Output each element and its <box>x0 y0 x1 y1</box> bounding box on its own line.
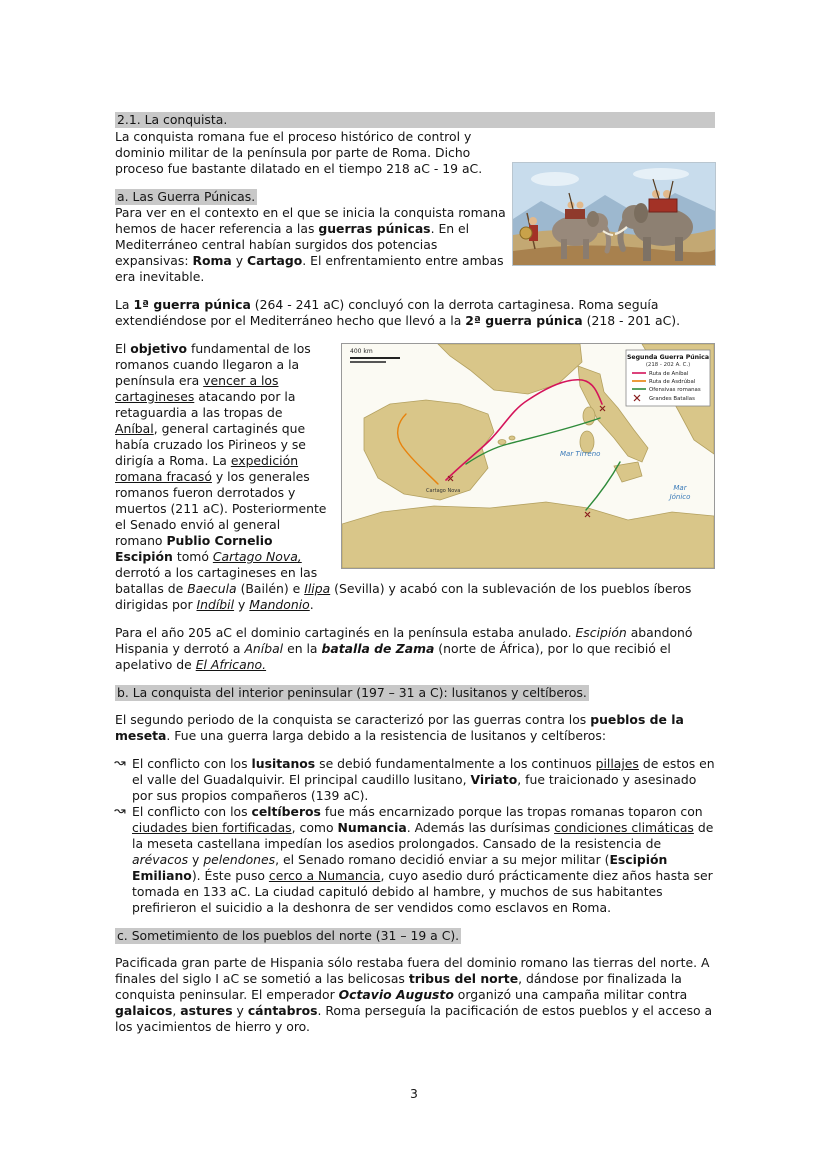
page-content <box>115 112 715 1047</box>
sea-label-jonico-1: Mar <box>673 484 687 492</box>
paragraph-second-punic-objective <box>115 341 715 613</box>
section-heading-punic-wars <box>115 189 507 205</box>
paragraph-text: El objetivo fundamental de los romanos cuando llegaron a la península era vencer a los cartagineses atacando por la retaguardia a las tropas de Aníbal, general cartaginés que había cruzado los Pirineos y se dirigía a Roma. La expedición romana fracasó y los generales romanos fueron derrotados y muertos (211 aC). Posteriormente el Senado envió al general romano Publio Cornelio Escipión tomó Cartago Nova, derrotó a los cartagineses en las batallas de Baecula (Bailén) e Ilipa (Sevilla) y acabó con la sublevación de los pueblos íberos dirigidas por Indíbil y Mandonio. <box>115 341 692 612</box>
intro-section <box>115 129 715 285</box>
paragraph-zama: Para el año 205 aC el dominio cartaginés en la península estaba anulado. Escipión abandonó Hispania y derrotó a Aníbal en la batalla de Zama (norte de África), por lo que recibió el apelativo de El Africano. <box>115 625 693 672</box>
section-heading-conquista: 2.1. La conquista. <box>115 112 715 128</box>
bullet-text: El conflicto con los celtíberos fue más encarnizado porque las tropas romanas toparon con ciudades bien fortificadas, como Numancia. Además las durísimas condiciones climáticas de la meseta castellana impedían los asedios prolongados. Cansado de la resistencia de arévacos y pelendones, el Senado romano decidió enviar a su mejor militar (Escipión Emiliano). Éste puso cerco a Numancia, cuyo asedio duró prácticamente diez años hasta ser tomada en 133 aC. La ciudad capituló debido al hambre, y muchos de sus habitantes prefirieron el suicidio a la deshonra de ser vendidos como esclavos en Roma. <box>132 804 714 915</box>
paragraph-punic-context: Para ver en el contexto en el que se inicia la conquista romana hemos de hacer referencia a las guerras púnicas. En el Mediterráneo central habían surgidos dos potencias expansivas: Roma y Cartago. El enfrentamiento entre ambas era inevitable. <box>115 205 506 284</box>
bullet-list <box>115 756 715 916</box>
arrow-bullet-icon: ↝ <box>114 755 126 771</box>
arrow-bullet-icon: ↝ <box>114 803 126 819</box>
paragraph-meseta-intro: El segundo periodo de la conquista se caracterizó por las guerras contra los pueblos de la meseta. Fue una guerra larga debido a la resistencia de lusitanos y celtíberos: <box>115 712 684 743</box>
map-scale-label: 400 km <box>350 348 373 355</box>
city-label-cartago-nova: Cartago Nova <box>426 488 461 494</box>
legend-label-roman: Ofensivas romanas <box>649 387 701 393</box>
heading-highlight: a. Las Guerra Púnicas. <box>117 189 256 204</box>
paragraph-intro: La conquista romana fue el proceso histórico de control y dominio militar de la península por parte de Roma. Dicho proceso fue bastante dilatado en el tiempo 218 aC - 19 aC. <box>115 129 483 176</box>
punic-war-map <box>341 343 715 569</box>
legend-label-hannibal: Ruta de Aníbal <box>649 371 689 377</box>
map-legend-subtitle: (218 - 202 A. C.) <box>645 362 691 368</box>
map-legend <box>626 350 710 406</box>
elephants-illustration <box>513 163 715 265</box>
bullet-item-lusitanos <box>115 756 715 804</box>
heading-highlight: c. Sometimiento de los pueblos del norte (31 – 19 a C). <box>117 928 460 943</box>
map-legend-title: Segunda Guerra Púnica <box>626 354 710 361</box>
legend-label-battles: Grandes Batallas <box>649 396 695 402</box>
bullet-text: El conflicto con los lusitanos se debió fundamentalmente a los continuos pillajes de estos en el valle del Guadalquivir. El principal caudillo lusitano, Viriato, fue traicionado y asesinado por sus propios compañeros (139 aC). <box>132 756 715 803</box>
heading-highlight: b. La conquista del interior peninsular (197 – 31 a C): lusitanos y celtíberos. <box>117 685 587 700</box>
elephants-illustration-figure <box>513 163 715 265</box>
section-heading-interior <box>115 685 715 701</box>
legend-label-hasdrubal: Ruta de Asdrúbal <box>649 379 696 385</box>
punic-war-map-figure <box>342 344 714 568</box>
paragraph-first-punic-war: La 1ª guerra púnica (264 - 241 aC) concluyó con la derrota cartaginesa. Roma seguía extendiéndose por el Mediterráneo hecho que llevó a la 2ª guerra púnica (218 - 201 aC). <box>115 297 681 328</box>
sea-label-tirreno: Mar Tirreno <box>560 450 601 458</box>
sea-label-jonico-2: Jónico <box>669 493 691 501</box>
section-heading-north <box>115 928 715 944</box>
page-number: 3 <box>410 1086 418 1101</box>
bullet-item-celtiberos <box>115 804 715 916</box>
paragraph-north-tribes: Pacificada gran parte de Hispania sólo restaba fuera del dominio romano las tierras del norte. A finales del siglo I aC se sometió a las belicosas tribus del norte, dándose por finalizada la conquista peninsular. El emperador Octavio Augusto organizó una campaña militar contra galaicos, astures y cántabros. Roma perseguía la pacificación de estos pueblos y el acceso a los yacimientos de hierro y oro. <box>115 955 713 1034</box>
